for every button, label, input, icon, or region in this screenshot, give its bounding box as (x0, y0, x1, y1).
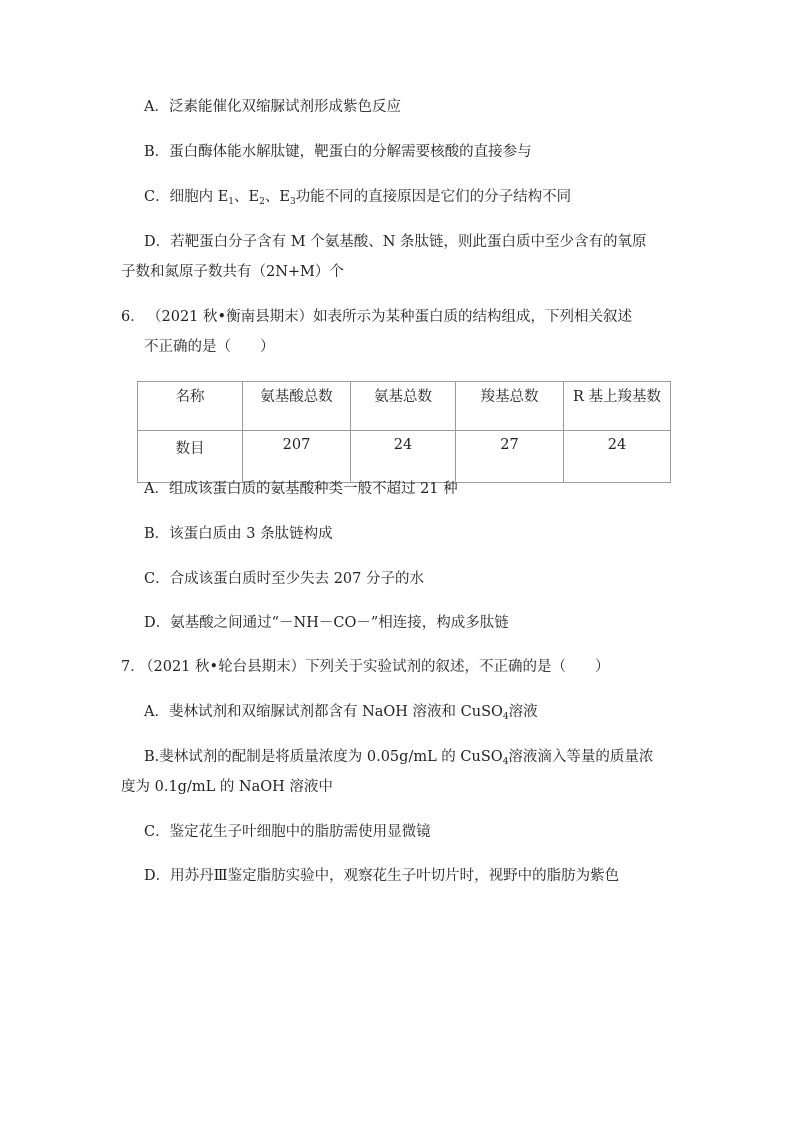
q5-option-c-sep1: 、E (234, 189, 260, 205)
q5-option-c-post: 功能不同的直接原因是它们的分子结构不同 (295, 189, 572, 205)
subscript-4: 4 (502, 712, 509, 722)
q7-option-b-line2: 度为 0.1g/mL 的 NaOH 溶液中 (121, 779, 333, 795)
subscript-3: 3 (289, 197, 296, 207)
q5-option-c (144, 187, 571, 207)
q6-option-d: D．氨基酸之间通过“－NH－CO－”相连接，构成多肽链 (144, 615, 509, 631)
q7-option-a-suffix: 溶液 (508, 704, 538, 720)
q7-option-a (144, 702, 538, 722)
table-header-cell: 氨基总数 (351, 382, 456, 431)
table-cell: 24 (351, 431, 456, 483)
q5-option-d-line2: 子数和氮原子数共有（2N+M）个 (121, 264, 344, 280)
table-header-cell: 氨基酸总数 (243, 382, 351, 431)
q6-stem-line2: 不正确的是（ ） (144, 339, 275, 355)
table-cell: 24 (564, 431, 671, 483)
subscript-4: 4 (502, 757, 509, 767)
q7-stem: （2021 秋•轮台县期末）下列关于实验试剂的叙述，不正确的是（ ） (139, 659, 610, 675)
table-header-cell: 羧基总数 (456, 382, 564, 431)
table-cell: 207 (243, 431, 351, 483)
q5-option-d-line1: D．若靶蛋白分子含有 M 个氨基酸、N 条肽链，则此蛋白质中至少含有的氧原 (144, 234, 647, 250)
q5-option-b: B．蛋白酶体能水解肽键，靶蛋白的分解需要核酸的直接参与 (144, 144, 532, 160)
q7-number: 7． (121, 659, 145, 675)
q7-option-b-text: B.斐林试剂的配制是将质量浓度为 0.05g/mL 的 CuSO (144, 749, 503, 765)
q7-option-a-text: A．斐林试剂和双缩脲试剂都含有 NaOH 溶液和 CuSO (144, 704, 503, 720)
subscript-1: 1 (228, 197, 235, 207)
q7-option-c: C．鉴定花生子叶细胞中的脂肪需使用显微镜 (144, 824, 431, 840)
table-cell: 数目 (138, 431, 243, 483)
q5-option-c-pre: C．细胞内 E (144, 189, 229, 205)
table-header-row (138, 382, 671, 431)
table-header-cell: R 基上羧基数 (564, 382, 671, 431)
q7-option-b-line1 (144, 747, 653, 767)
subscript-2: 2 (259, 197, 265, 207)
q5-option-a: A．泛素能催化双缩脲试剂形成紫色反应 (144, 99, 401, 115)
q6-option-c: C．合成该蛋白质时至少失去 207 分子的水 (144, 571, 424, 587)
q7-option-d: D．用苏丹Ⅲ鉴定脂肪实验中，观察花生子叶切片时，视野中的脂肪为紫色 (144, 868, 620, 884)
q6-option-b: B．该蛋白质由 3 条肽链构成 (144, 526, 333, 542)
table-cell: 27 (456, 431, 564, 483)
table-header-cell: 名称 (138, 382, 243, 431)
protein-structure-table (137, 381, 671, 483)
q6-stem-line1: （2021 秋•衡南县期末）如表所示为某种蛋白质的结构组成，下列相关叙述 (147, 309, 633, 325)
q6-number: 6． (121, 309, 145, 325)
q6-option-a: A．组成该蛋白质的氨基酸种类一般不超过 21 种 (144, 481, 458, 497)
q7-option-b-suffix: 溶液滴入等量的质量浓 (508, 749, 654, 765)
table-row (138, 431, 671, 483)
q5-option-c-sep2: 、E (264, 189, 290, 205)
